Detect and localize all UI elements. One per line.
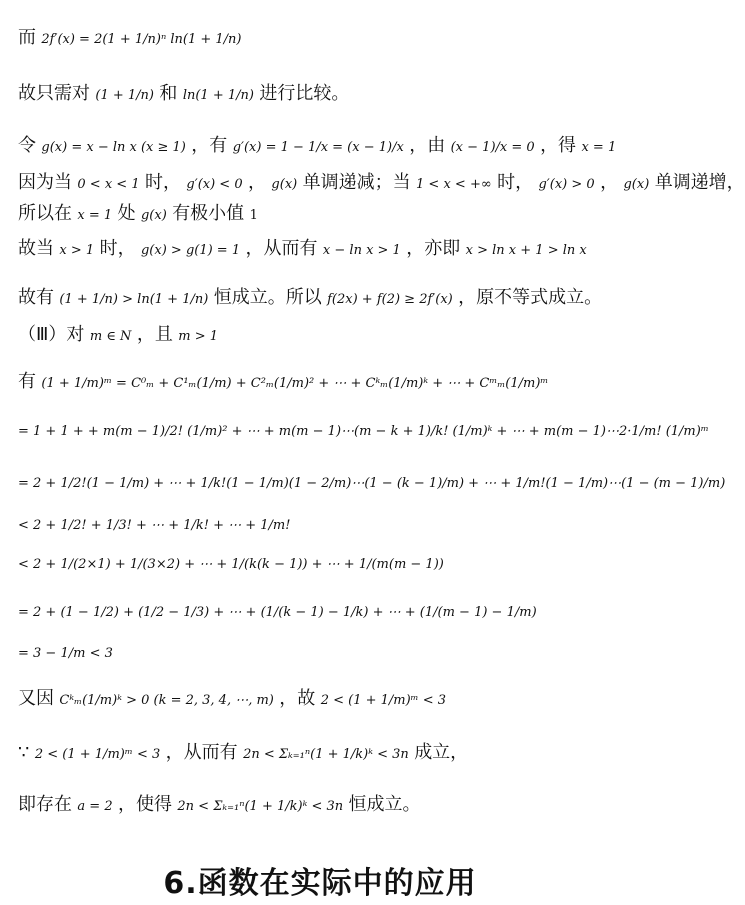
line-14 xyxy=(18,599,630,625)
text: 时， xyxy=(497,172,534,193)
line-13 xyxy=(18,551,630,577)
section-heading: 6.函数在实际中的应用 xyxy=(163,866,477,901)
text: 令 xyxy=(18,135,36,156)
line-6 xyxy=(18,237,630,263)
text: 单调递增， xyxy=(654,172,745,193)
text: ∵ xyxy=(18,742,30,763)
text: ，且 xyxy=(136,324,173,345)
text: ，原不等式成立。 xyxy=(458,287,603,308)
line-16 xyxy=(18,687,630,713)
formula: = 2 + (1 − 1/2) + (1/2 − 1/3) + ⋯ + (1/(k − 1) − 1/k) + ⋯ + (1/(m − 1) − 1/m) xyxy=(18,605,537,620)
text: 故有 xyxy=(18,287,54,308)
line-12 xyxy=(18,512,630,538)
formula: (1 + 1/m)ᵐ = C⁰ₘ + C¹ₘ(1/m) + C²ₘ(1/m)² + ⋯ + Cᵏₘ(1/m)ᵏ + ⋯ + Cᵐₘ(1/m)ᵐ xyxy=(41,376,549,391)
text: ，有 xyxy=(191,135,228,156)
formula: 0 < x < 1 xyxy=(77,177,140,192)
formula: g(x) xyxy=(271,177,298,192)
line-4 xyxy=(18,171,745,197)
text: 时， xyxy=(145,172,182,193)
text: 和 xyxy=(159,83,178,104)
line-15 xyxy=(18,640,630,666)
text: ，得 xyxy=(540,135,577,156)
line-2 xyxy=(18,82,630,108)
line-17 xyxy=(18,741,630,767)
line-8 xyxy=(18,323,630,349)
formula: g(x) xyxy=(140,208,167,223)
line-3 xyxy=(18,134,630,160)
formula: x > ln x + 1 > ln x xyxy=(465,243,587,258)
formula: 2 < (1 + 1/m)ᵐ < 3 xyxy=(320,693,447,708)
formula: = 3 − 1/m < 3 xyxy=(18,646,113,661)
formula: (1 + 1/n) > ln(1 + 1/n) xyxy=(59,292,209,307)
text: ，从而有 xyxy=(245,238,318,259)
formula: f(2x) + f(2) ≥ 2f′(x) xyxy=(327,292,453,307)
formula: = 2 + 1/2!(1 − 1/m) + ⋯ + 1/k!(1 − 1/m)(1 − 2/m)⋯(1 − (k − 1)/m) + ⋯ + 1/m!(1 − 1/m)⋯(1 − (m − 1)/m) xyxy=(18,476,726,491)
formula: g(x) > g(1) = 1 xyxy=(140,243,241,258)
formula: 2n < Σₖ₌₁ⁿ(1 + 1/k)ᵏ < 3n xyxy=(243,747,409,762)
text: 处 xyxy=(117,203,136,224)
formula: < 2 + 1/(2×1) + 1/(3×2) + ⋯ + 1/(k(k − 1)) + ⋯ + 1/(m(m − 1)) xyxy=(18,557,444,572)
formula: m > 1 xyxy=(178,329,218,344)
formula: = 1 + 1 + + m(m − 1)/2! (1/m)² + ⋯ + m(m − 1)⋯(m − k + 1)/k! (1/m)ᵏ + ⋯ + m(m − 1)⋯2·1/m! (1/m)ᵐ xyxy=(18,424,709,439)
line-9 xyxy=(18,370,630,396)
text: 恒成立。所以 xyxy=(213,287,322,308)
text: ，从而有 xyxy=(165,742,238,763)
formula: (1 + 1/n) xyxy=(95,88,155,103)
formula: x > 1 xyxy=(59,243,95,258)
formula: g(x) xyxy=(623,177,650,192)
formula: < 2 + 1/2! + 1/3! + ⋯ + 1/k! + ⋯ + 1/m! xyxy=(18,518,291,533)
text: 又因 xyxy=(18,688,54,709)
formula: x − ln x > 1 xyxy=(322,243,401,258)
formula: 1 xyxy=(249,208,258,223)
formula: 2n < Σₖ₌₁ⁿ(1 + 1/k)ᵏ < 3n xyxy=(177,799,344,814)
formula: g(x) = x − ln x (x ≥ 1) xyxy=(41,140,186,155)
text: ， xyxy=(248,172,267,193)
text: 所以在 xyxy=(18,203,72,224)
text: 而 xyxy=(18,27,36,48)
text: ， xyxy=(600,172,619,193)
formula: g′(x) < 0 xyxy=(186,177,243,192)
formula: g′(x) = 1 − 1/x = (x − 1)/x xyxy=(232,140,404,155)
text: ，亦即 xyxy=(406,238,461,259)
text: ，使得 xyxy=(118,794,172,815)
text: 单调递减；当 xyxy=(302,172,411,193)
text: 时， xyxy=(99,238,136,259)
formula: a = 2 xyxy=(77,799,113,814)
text: 成立， xyxy=(414,742,469,763)
formula: g′(x) > 0 xyxy=(538,177,595,192)
text: 有 xyxy=(18,371,36,392)
text: 因为当 xyxy=(18,172,72,193)
formula: x = 1 xyxy=(581,140,617,155)
line-7 xyxy=(18,286,630,312)
text: 进行比较。 xyxy=(259,83,350,104)
formula: Cᵏₘ(1/m)ᵏ > 0 (k = 2, 3, 4, ⋯, m) xyxy=(59,693,274,708)
formula: (x − 1)/x = 0 xyxy=(450,140,535,155)
line-5 xyxy=(18,202,630,228)
text: 故当 xyxy=(18,238,54,259)
line-10 xyxy=(18,418,709,444)
formula: x = 1 xyxy=(77,208,113,223)
text: ，由 xyxy=(409,135,446,156)
formula: 1 < x < +∞ xyxy=(416,177,492,192)
line-1 xyxy=(18,26,630,52)
text: 恒成立。 xyxy=(348,794,421,815)
text: 即存在 xyxy=(18,794,72,815)
text: ，故 xyxy=(279,688,316,709)
text: 故只需对 xyxy=(18,83,90,104)
text: （Ⅲ）对 xyxy=(18,324,85,345)
line-11 xyxy=(18,470,726,496)
formula: 2 < (1 + 1/m)ᵐ < 3 xyxy=(34,747,161,762)
line-18 xyxy=(18,793,630,819)
formula: m ∈ N xyxy=(89,329,132,344)
text: 有极小值 xyxy=(172,203,245,224)
formula: 2f′(x) = 2(1 + 1/n)ⁿ ln(1 + 1/n) xyxy=(41,32,242,47)
formula: ln(1 + 1/n) xyxy=(182,88,254,103)
